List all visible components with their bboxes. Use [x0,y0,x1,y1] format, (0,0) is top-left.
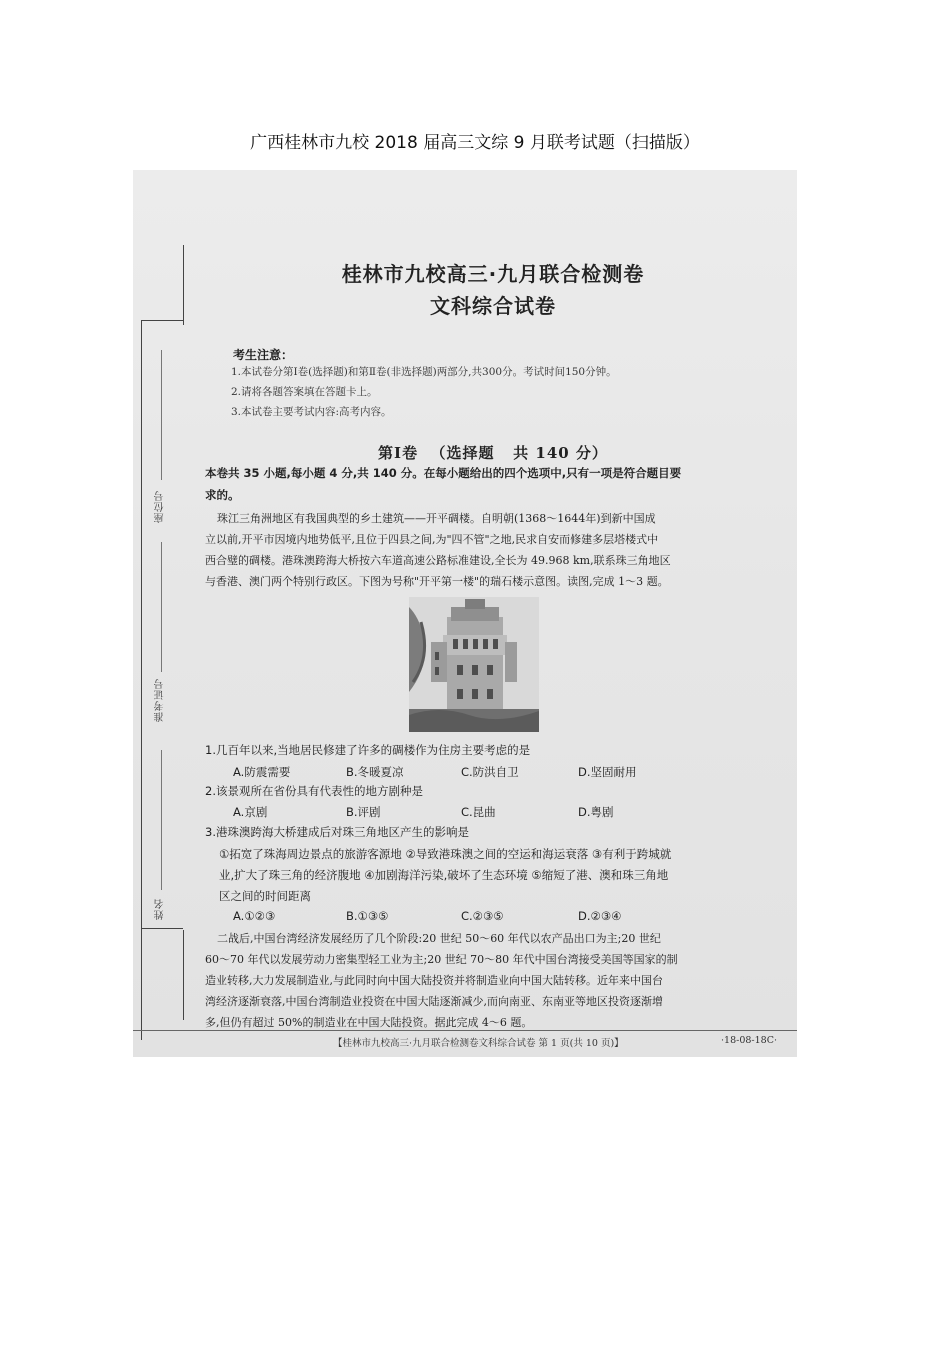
question-stem: 3.港珠澳跨海大桥建成后对珠三角地区产生的影响是 [205,825,469,839]
margin-line-bottom-join [141,928,183,929]
seat-number-label: 座位号 [155,490,166,523]
margin-line-top-join [141,320,183,321]
passage1-line: 与香港、澳门两个特别行政区。下图为号称"开平第一楼"的瑞石楼示意图。读图,完成 1～3 题。 [205,575,669,588]
question-body-line: 区之间的时间距离 [219,889,311,903]
option-a: A.防震需要 [233,765,291,779]
option-d: D.坚固耐用 [578,765,637,779]
notice-heading: 考生注意： [233,348,294,362]
diaolou-tower-icon [409,597,539,732]
footer-divider [133,1030,797,1031]
document-title: 广西桂林市九校 2018 届高三文综 9 月联考试题（扫描版） [250,133,700,153]
section-intro-line: 求的。 [205,488,240,502]
passage1-line: 立以前,开平市因境内地势低平,且位于四县之间,为"四不管"之地,民求自安而修建多层塔楼式中 [205,533,659,546]
exam-id-label: 准考证号 [155,678,166,722]
exam-title: 桂林市九校高三·九月联合检测卷 [341,262,645,286]
passage1-line: 西合璧的碉楼。港珠澳跨海大桥按六车道高速公路标准建设,全长为 49.968 km,联系珠三角地区 [205,554,671,567]
option-c: C.②③⑤ [461,909,504,923]
option-a: A.①②③ [233,909,276,923]
name-label: 姓名 [155,898,166,920]
page-footer: 【桂林市九校高三·九月联合检测卷文科综合试卷 第 1 页(共 10 页)】 [333,1038,624,1049]
margin-line-left [141,320,142,1040]
option-c: C.防洪自卫 [461,765,519,779]
option-b: B.①③⑤ [346,909,389,923]
option-d: D.粤剧 [578,805,614,819]
option-c: C.昆曲 [461,805,496,819]
passage1-line: 珠江三角洲地区有我国典型的乡土建筑——开平碉楼。自明朝(1368～1644年)到新中国成 [217,512,656,525]
option-a: A.京剧 [233,805,268,819]
notice-item: 3.本试卷主要考试内容:高考内容。 [231,406,392,418]
question-stem: 1.几百年以来,当地居民修建了许多的碉楼作为住房主要考虑的是 [205,743,531,757]
diaolou-photo [409,597,539,732]
option-b: B.评剧 [346,805,381,819]
section-title: 第Ⅰ卷 （选择题 共 140 分） [378,444,608,462]
exam-id-underline [161,542,162,672]
section-intro-line: 本卷共 35 小题,每小题 4 分,共 140 分。在每小题给出的四个选项中,只有一项是符合题目要 [205,466,682,480]
passage2-line: 湾经济逐渐衰落,中国台湾制造业投资在中国大陆逐渐减少,而向南亚、东南亚等地区投资逐渐增 [205,995,663,1008]
notice-item: 2.请将各题答案填在答题卡上。 [231,386,378,398]
notice-item: 1.本试卷分第Ⅰ卷(选择题)和第Ⅱ卷(非选择题)两部分,共300分。考试时间150分钟。 [231,366,617,378]
passage2-line: 60～70 年代以发展劳动力密集型轻工业为主;20 世纪 70～80 年代中国台湾接受美国等国家的制 [205,953,678,966]
seat-number-underline [161,350,162,480]
page-code: ·18-08-18C· [721,1035,777,1046]
passage2-line: 多,但仍有超过 50%的制造业在中国大陆投资。据此完成 4～6 题。 [205,1016,533,1029]
exam-subtitle: 文科综合试卷 [430,294,556,318]
margin-line-top [183,245,184,325]
passage2-line: 二战后,中国台湾经济发展经历了几个阶段:20 世纪 50～60 年代以农产品出口为主;20 世纪 [217,932,661,945]
passage2-line: 造业转移,大力发展制造业,与此同时向中国大陆投资并将制造业向中国大陆转移。近年来中国台 [205,974,663,987]
question-body-line: ①拓宽了珠海周边景点的旅游客源地 ②导致港珠澳之间的空运和海运衰落 ③有利于跨城就 [219,847,672,861]
question-stem: 2.该景观所在省份具有代表性的地方剧种是 [205,784,423,798]
question-body-line: 业,扩大了珠三角的经济腹地 ④加剧海洋污染,破坏了生态环境 ⑤缩短了港、澳和珠三角地 [219,868,669,882]
option-b: B.冬暖夏凉 [346,765,404,779]
name-underline [161,750,162,890]
margin-line-bottom [183,930,184,1020]
option-d: D.②③④ [578,909,622,923]
scanned-exam-page [133,170,797,1057]
